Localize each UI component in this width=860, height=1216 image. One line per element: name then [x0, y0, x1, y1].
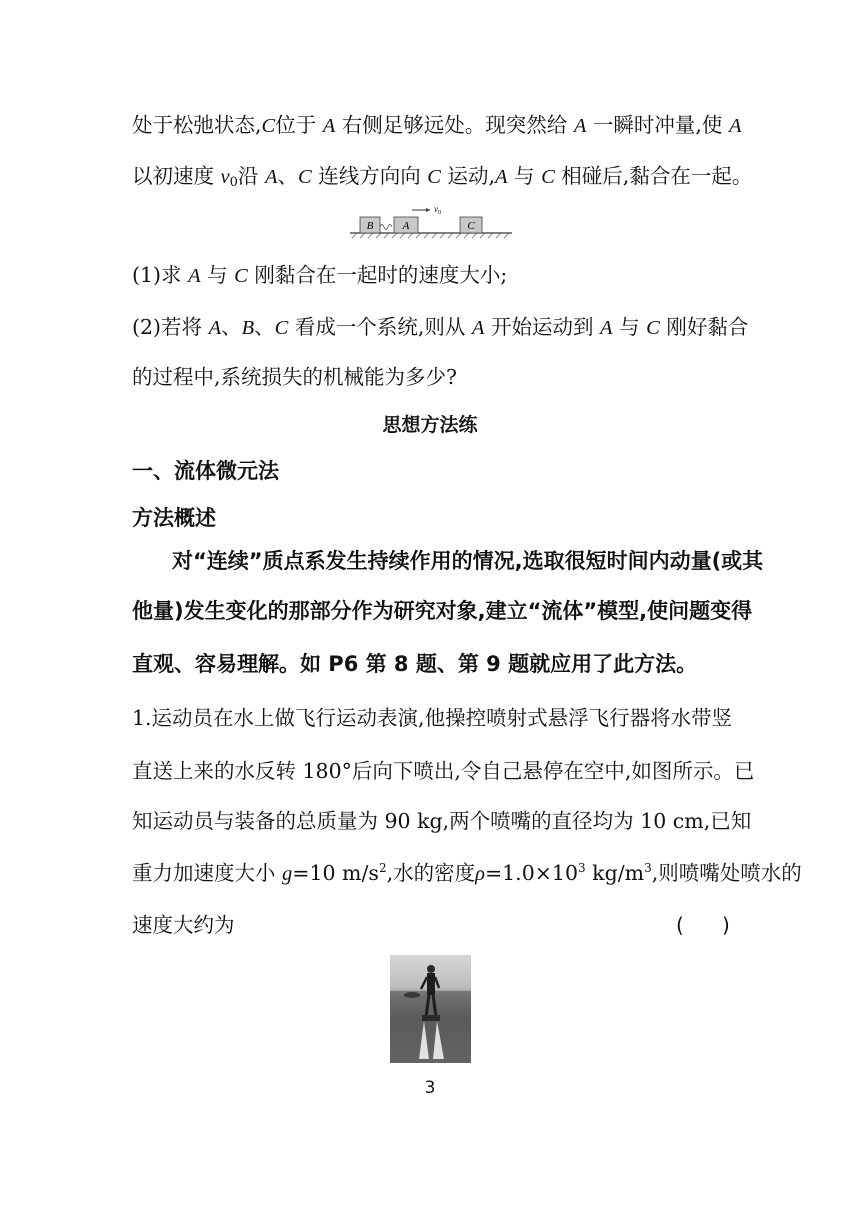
problem-1-text: 重力加速度大小 g=10 $m/s^2$,水的密度$\rho=1.0\times 10^3$ $kg/m^3$,则喷嘴处喷水的 — [132, 861, 802, 885]
heading-method-overview: 方法概述 — [132, 506, 216, 530]
flyboard-photo-drawing — [390, 955, 471, 1063]
person-head — [427, 965, 435, 973]
arrow-head-icon — [426, 208, 430, 212]
page-number: 3 — [424, 1078, 436, 1098]
problem-1-text: 知运动员与装备的总质量为 90 kg,两个喷嘴的直径均为 10 cm,已知 — [132, 809, 752, 833]
problem-1-text: 1.运动员在水上做飞行运动表演,他操控喷射式悬浮飞行器将水带竖 — [132, 706, 733, 730]
question-1: (1)求 A 与 C 刚黏合在一起时的速度大小; — [132, 263, 508, 287]
boat-shape — [404, 992, 420, 998]
ground-hatching — [352, 233, 509, 238]
problem-1-text: 直送上来的水反转 180°后向下喷出,令自己悬停在空中,如图所示。已 — [132, 759, 755, 783]
problem-1-text: 速度大约为 — [132, 913, 235, 937]
flyboard-photo — [390, 955, 471, 1063]
blocks-figure — [350, 205, 512, 241]
block-c-label: C — [467, 220, 475, 232]
spring — [380, 225, 392, 230]
text-line: 以初速度 $v_0$沿 A、C 连线方向向 C 运动,A 与 C 相碰后,黏合在一起。 — [132, 164, 753, 190]
answer-blank: ( ) — [676, 913, 730, 937]
method-paragraph: 他量)发生变化的那部分作为研究对象,建立“流体”模型,使问题变得 — [132, 599, 753, 623]
person-body — [427, 973, 435, 995]
section-title: 思想方法练 — [382, 414, 478, 436]
block-a-label: A — [402, 220, 410, 232]
method-paragraph: 对“连续”质点系发生持续作用的情况,选取很短时间内动量(或其 — [172, 549, 764, 573]
text-line: 处于松弛状态,C位于 A 右侧足够远处。现突然给 A 一瞬时冲量,使 A — [132, 113, 742, 137]
question-2-cont: 的过程中,系统损失的机械能为多少? — [132, 365, 458, 389]
question-2: (2)若将 A、B、C 看成一个系统,则从 A 开始运动到 A 与 C 刚好黏合 — [132, 315, 749, 339]
flyboard — [422, 1015, 440, 1021]
block-b-label: B — [366, 220, 374, 232]
heading-fluid-method: 一、流体微元法 — [132, 459, 279, 483]
velocity-label: $v_0$ — [434, 205, 441, 216]
method-paragraph: 直观、容易理解。如 P6 第 8 题、第 9 题就应用了此方法。 — [132, 652, 698, 676]
